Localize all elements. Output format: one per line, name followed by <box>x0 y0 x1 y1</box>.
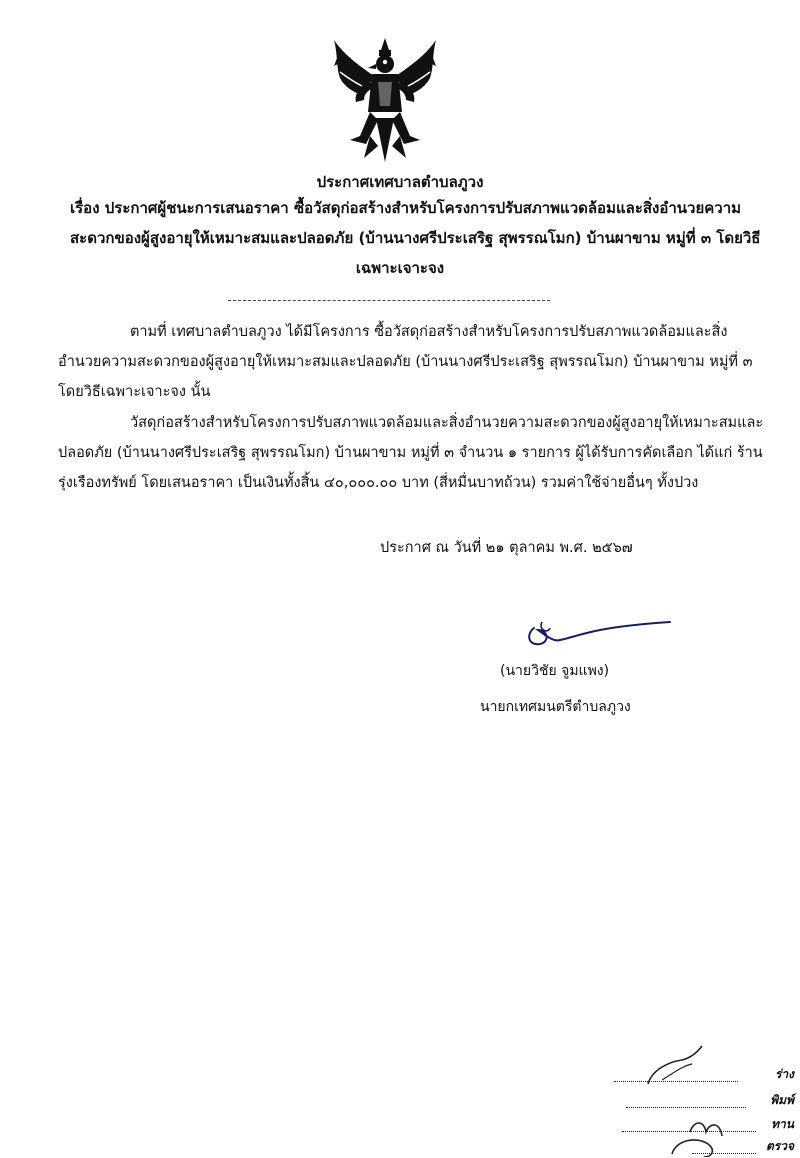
subject-line: เฉพาะเจาะจง <box>355 259 445 277</box>
announcement-title: ประกาศเทศบาลตำบลภูวง <box>316 173 484 191</box>
announcement-date: ประกาศ ณ วันที่ ๒๑ ตุลาคม พ.ศ. ๒๕๖๗ <box>380 540 633 556</box>
paragraph-line: อำนวยความสะดวกของผู้สูงอายุให้เหมาะสมและปลอดภัย (บ้านนางศรีประเสริฐ สุพรรณโมก) บ้านผาขาม หมู่ที่ ๓ <box>58 354 753 370</box>
dotted-line <box>626 1107 746 1108</box>
dotted-line <box>692 1153 756 1154</box>
paragraph-line: ตามที่ เทศบาลตำบลภูวง ได้มีโครงการ ซื้อวัสดุก่อสร้างสำหรับโครงการปรับสภาพแวดล้อมและสิ่ง <box>130 324 728 340</box>
paragraph-line: วัสดุก่อสร้างสำหรับโครงการปรับสภาพแวดล้อมและสิ่งอำนวยความสะดวกของผู้สูงอายุให้เหมาะสมและ <box>130 415 764 431</box>
initials-row-type <box>612 1086 800 1112</box>
dashed-divider <box>228 300 550 301</box>
initials-label: พิมพ์ <box>770 1093 794 1107</box>
subject-heading <box>70 193 761 283</box>
paragraph-line: รุ่งเรืองทรัพย์ โดยเสนอราคา เป็นเงินทั้งสิ้น ๔๐,๐๐๐.๐๐ บาท (สี่หมื่นบาทถ้วน) รวมค่าใช้จ่ายอื่นๆ ทั้งปวง <box>58 475 699 491</box>
garuda-emblem-icon <box>330 36 440 166</box>
paragraph-line: ปลอดภัย (บ้านนางศรีประเสริฐ สุพรรณโมก) บ้านผาขาม หมู่ที่ ๓ จำนวน ๑ รายการ ผู้ได้รับการคัดเลือก ได้แก่ ร้าน <box>58 445 763 461</box>
dotted-line <box>614 1081 738 1082</box>
subject-line: เรื่อง ประกาศผู้ชนะการเสนอราคา ซื้อวัสดุก่อสร้างสำหรับโครงการปรับสภาพแวดล้อมและสิ่งอำนวยความ <box>70 199 742 217</box>
initials-label: ร่าง <box>774 1067 794 1081</box>
initials-row-check <box>612 1132 800 1158</box>
body-paragraph-1 <box>58 317 753 407</box>
paragraph-line: โดยวิธีเฉพาะเจาะจง นั้น <box>58 384 211 400</box>
signer-name: (นายวิชัย จูมแพง) <box>500 663 610 679</box>
initials-block <box>612 1040 800 1157</box>
initials-label: ตรวจ <box>765 1139 794 1153</box>
signer-position: นายกเทศมนตรีตำบลภูวง <box>480 699 631 715</box>
initials-label: ทาน <box>771 1117 794 1131</box>
initials-row-draft <box>612 1060 800 1086</box>
signature-scribble <box>520 612 680 662</box>
body-paragraph-2 <box>58 408 764 498</box>
subject-line: สะดวกของผู้สูงอายุให้เหมาะสมและปลอดภัย (บ้านนางศรีประเสริฐ สุพรรณโมก) บ้านผาขาม หมู่ที่ ๓ โดยวิธี <box>70 229 761 247</box>
